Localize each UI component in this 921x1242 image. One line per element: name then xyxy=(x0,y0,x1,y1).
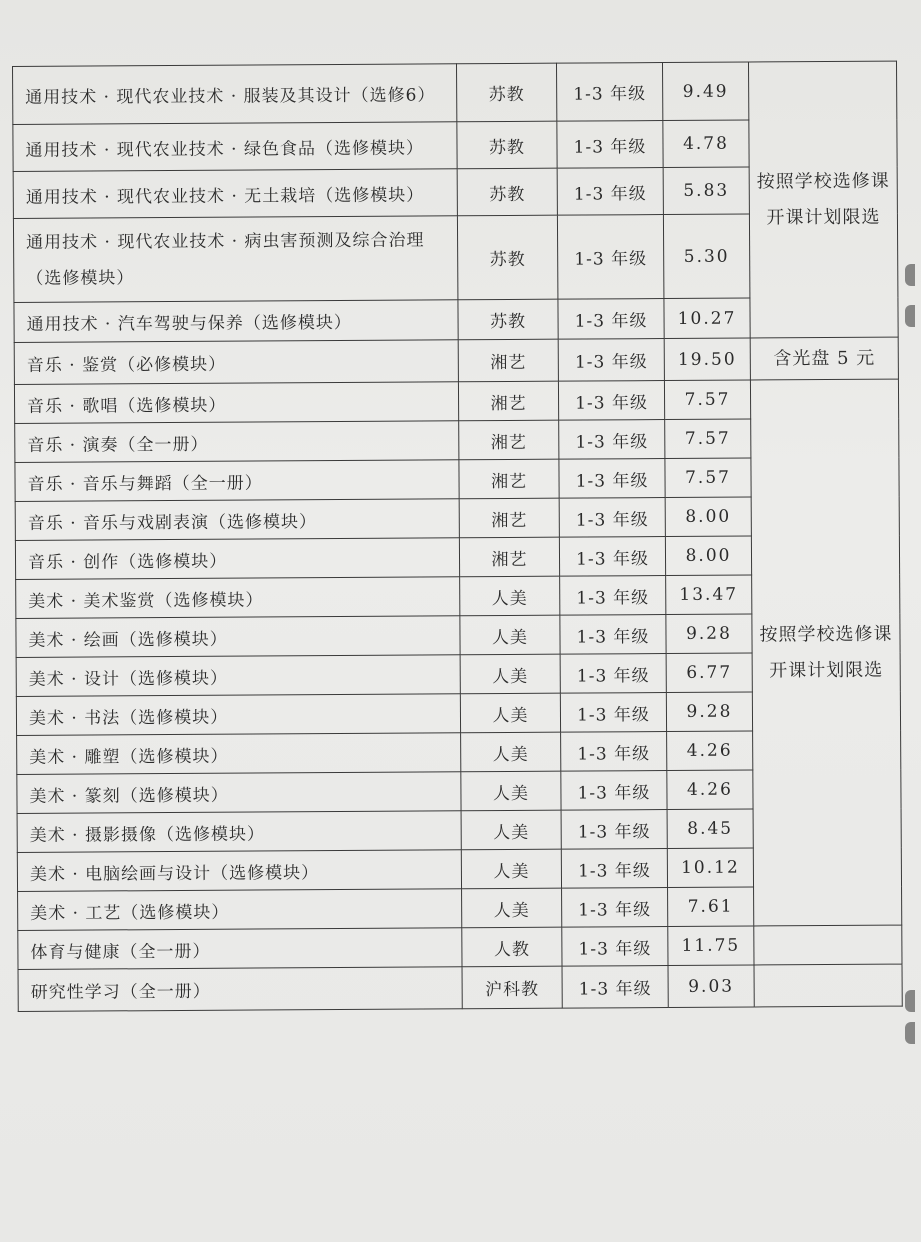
selection-note-line1: 按照学校选修课 xyxy=(759,623,893,645)
publisher: 苏教 xyxy=(457,121,557,169)
book-title: 美术 · 美术鉴赏（选修模块） xyxy=(16,577,460,619)
publisher: 湘艺 xyxy=(459,459,559,499)
price: 8.45 xyxy=(667,809,753,849)
grade-range: 1-3 年级 xyxy=(558,299,664,340)
book-title: 音乐 · 音乐与戏剧表演（选修模块） xyxy=(15,499,459,541)
binding-ring-decoration xyxy=(905,990,915,1012)
grade-range: 1-3 年级 xyxy=(561,810,667,850)
book-title: 通用技术 · 现代农业技术 · 无土栽培（选修模块） xyxy=(13,169,457,219)
price: 11.75 xyxy=(668,926,754,966)
book-title-line1: 通用技术 · 现代农业技术 · 病虫害预测及综合治理 xyxy=(26,229,425,253)
book-title: 通用技术 · 汽车驾驶与保养（选修模块） xyxy=(14,300,458,343)
grade-range: 1-3 年级 xyxy=(560,615,666,655)
publisher: 人美 xyxy=(460,615,560,655)
empty-note-cell xyxy=(754,925,902,965)
price: 6.77 xyxy=(666,653,752,693)
grade-range: 1-3 年级 xyxy=(562,888,668,928)
publisher: 人美 xyxy=(461,771,561,811)
grade-range: 1-3 年级 xyxy=(560,654,666,694)
table-row xyxy=(18,925,902,969)
selection-note-line1: 按照学校选修课 xyxy=(756,170,890,192)
grade-range: 1-3 年级 xyxy=(559,459,665,499)
book-title: 美术 · 电脑绘画与设计（选修模块） xyxy=(17,850,461,892)
price: 7.61 xyxy=(668,887,754,927)
book-title: 体育与健康（全一册） xyxy=(18,928,462,970)
selection-note-line2: 开课计划限选 xyxy=(766,206,881,228)
grade-range: 1-3 年级 xyxy=(559,498,665,538)
publisher: 人美 xyxy=(461,849,561,889)
publisher: 苏教 xyxy=(456,63,556,122)
book-title: 美术 · 绘画（选修模块） xyxy=(16,616,460,658)
book-title: 美术 · 雕塑（选修模块） xyxy=(17,733,461,775)
publisher: 人美 xyxy=(460,654,560,694)
grade-range: 1-3 年级 xyxy=(562,927,668,967)
textbook-table xyxy=(12,61,903,1012)
price: 7.57 xyxy=(665,458,751,498)
grade-range: 1-3 年级 xyxy=(557,215,664,300)
table-row xyxy=(18,964,902,1011)
binding-ring-decoration xyxy=(905,305,915,327)
publisher: 湘艺 xyxy=(459,498,559,538)
price: 10.27 xyxy=(664,298,750,339)
publisher: 湘艺 xyxy=(459,420,559,460)
grade-range: 1-3 年级 xyxy=(557,121,663,169)
book-title: 美术 · 工艺（选修模块） xyxy=(18,889,462,931)
selection-note xyxy=(748,61,898,338)
book-title: 美术 · 篆刻（选修模块） xyxy=(17,772,461,814)
textbook-table-wrapper xyxy=(12,61,902,1012)
publisher: 人美 xyxy=(461,732,561,772)
price: 5.30 xyxy=(663,214,750,299)
table-row xyxy=(14,337,898,384)
book-title: 音乐 · 音乐与舞蹈（全一册） xyxy=(15,460,459,502)
grade-range: 1-3 年级 xyxy=(560,576,666,616)
book-title-line2: （选修模块） xyxy=(26,267,135,289)
publisher: 湘艺 xyxy=(458,381,558,421)
book-title: 美术 · 书法（选修模块） xyxy=(16,694,460,736)
grade-range: 1-3 年级 xyxy=(559,420,665,460)
price: 7.57 xyxy=(665,419,751,459)
empty-note-cell xyxy=(754,964,902,1007)
book-title: 研究性学习（全一册） xyxy=(18,967,462,1012)
book-title: 通用技术 · 现代农业技术 · 服装及其设计（选修6） xyxy=(13,64,457,125)
price: 9.49 xyxy=(662,62,748,121)
publisher: 人美 xyxy=(462,888,562,928)
price: 8.00 xyxy=(665,536,751,576)
selection-note-line2: 开课计划限选 xyxy=(769,659,884,681)
grade-range: 1-3 年级 xyxy=(561,771,667,811)
grade-range: 1-3 年级 xyxy=(561,732,667,772)
price: 9.03 xyxy=(668,965,754,1008)
price: 8.00 xyxy=(665,497,751,537)
book-title: 音乐 · 鉴赏（必修模块） xyxy=(14,340,458,385)
book-title xyxy=(13,216,458,303)
book-title: 通用技术 · 现代农业技术 · 绿色食品（选修模块） xyxy=(13,122,457,172)
table-row xyxy=(14,379,898,423)
grade-range: 1-3 年级 xyxy=(559,537,665,577)
binding-ring-decoration xyxy=(905,264,915,286)
publisher: 苏教 xyxy=(458,299,558,340)
grade-range: 1-3 年级 xyxy=(561,849,667,889)
publisher: 人美 xyxy=(461,810,561,850)
selection-note xyxy=(750,379,901,926)
publisher: 湘艺 xyxy=(458,339,558,382)
price: 7.57 xyxy=(664,380,750,420)
publisher: 湘艺 xyxy=(459,537,559,577)
grade-range: 1-3 年级 xyxy=(562,966,668,1009)
price: 10.12 xyxy=(667,848,753,888)
book-title: 美术 · 摄影摄像（选修模块） xyxy=(17,811,461,853)
publisher: 人美 xyxy=(460,693,560,733)
book-title: 美术 · 设计（选修模块） xyxy=(16,655,460,697)
price: 4.78 xyxy=(663,120,749,168)
publisher: 沪科教 xyxy=(462,966,562,1009)
grade-range: 1-3 年级 xyxy=(558,381,664,421)
grade-range: 1-3 年级 xyxy=(557,168,663,216)
binding-ring-decoration xyxy=(905,1022,915,1044)
price: 9.28 xyxy=(666,614,752,654)
price: 13.47 xyxy=(666,575,752,615)
table-row xyxy=(13,61,897,124)
book-title: 音乐 · 演奏（全一册） xyxy=(15,421,459,463)
publisher: 人教 xyxy=(462,927,562,967)
publisher: 苏教 xyxy=(457,168,557,216)
grade-range: 1-3 年级 xyxy=(556,63,662,122)
publisher: 苏教 xyxy=(457,215,558,300)
price: 4.26 xyxy=(667,770,753,810)
price: 5.83 xyxy=(663,167,749,215)
cd-included-note: 含光盘 5 元 xyxy=(750,337,898,380)
book-title: 音乐 · 创作（选修模块） xyxy=(15,538,459,580)
price: 4.26 xyxy=(667,731,753,771)
grade-range: 1-3 年级 xyxy=(558,339,664,382)
book-title: 音乐 · 歌唱（选修模块） xyxy=(14,382,458,424)
grade-range: 1-3 年级 xyxy=(560,693,666,733)
price: 19.50 xyxy=(664,338,750,381)
publisher: 人美 xyxy=(460,576,560,616)
price: 9.28 xyxy=(666,692,752,732)
